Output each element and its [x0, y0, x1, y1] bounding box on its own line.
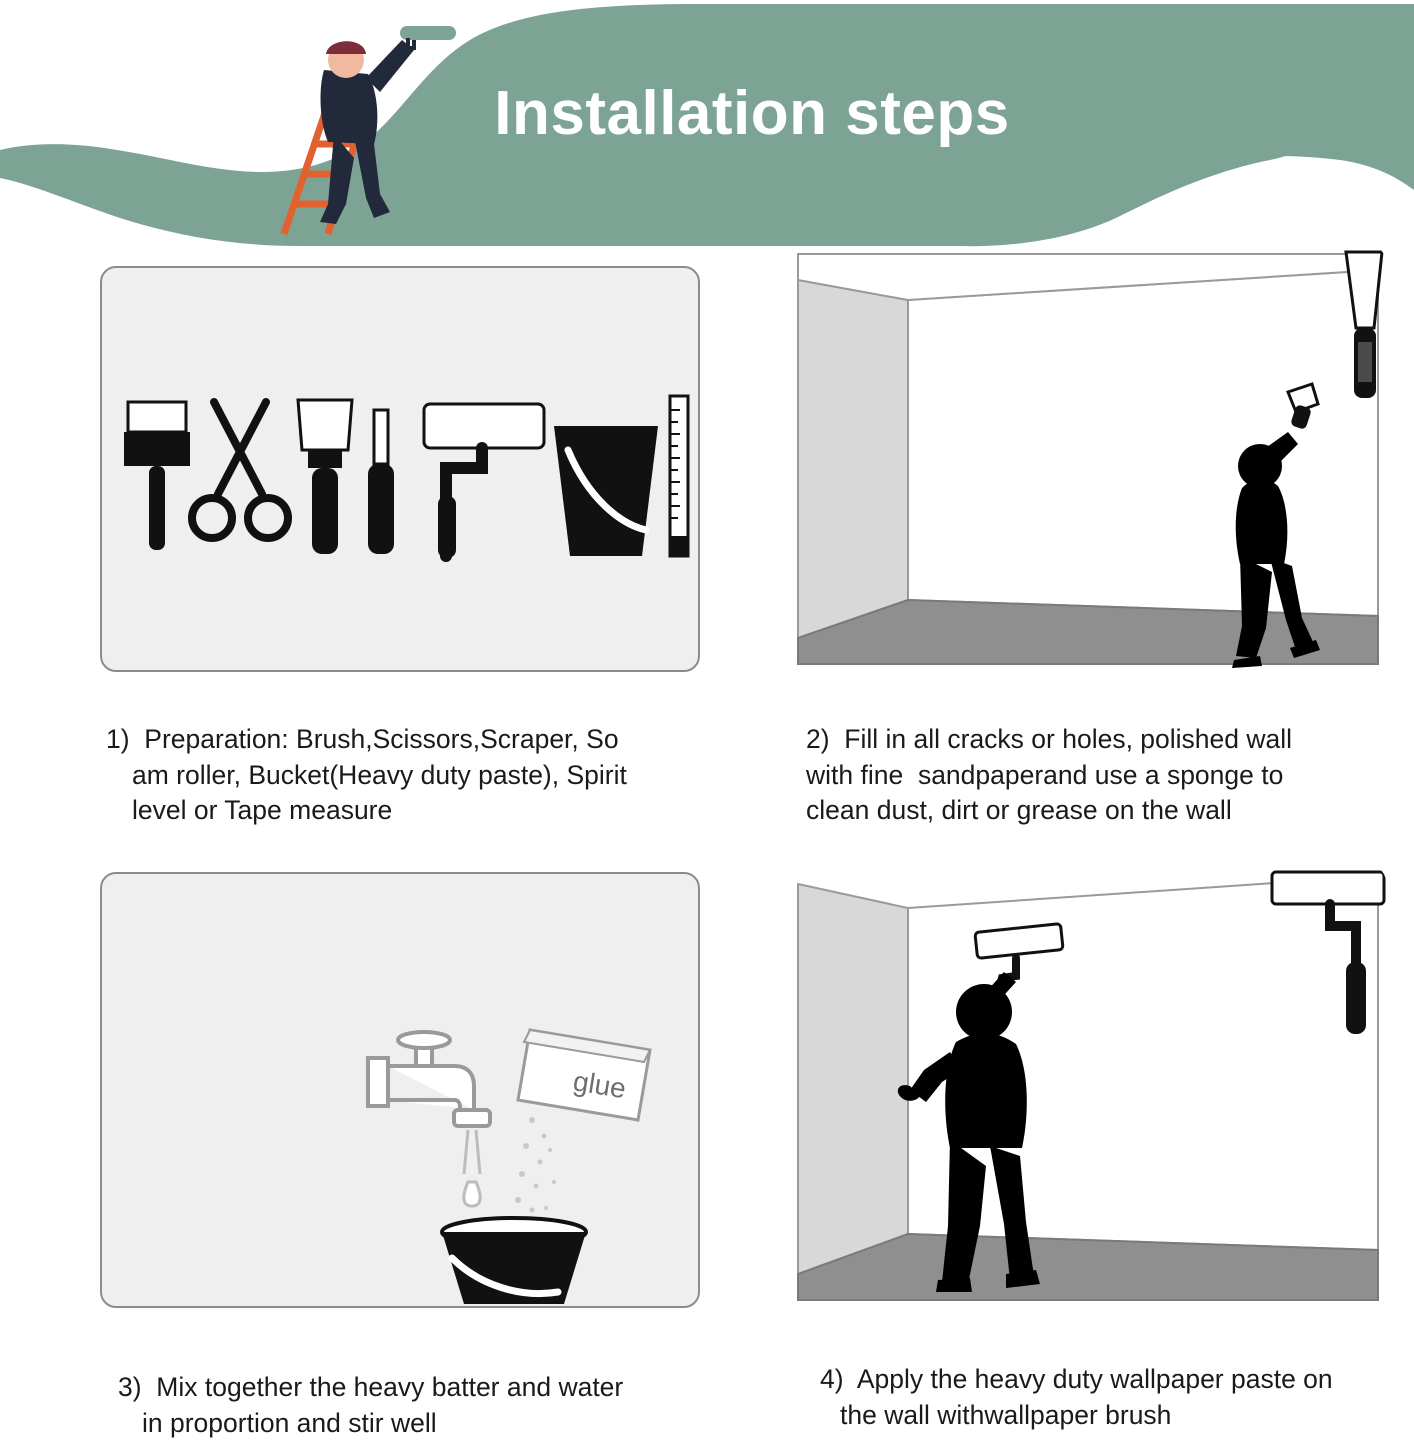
- brush-icon: [124, 402, 190, 550]
- step-4-caption: [820, 1362, 1414, 1433]
- header-banner: [0, 0, 1414, 260]
- step-3-caption-line-2: in proportion and stir well: [118, 1406, 718, 1441]
- step-3-caption: [118, 1370, 718, 1441]
- glue-packet-icon: [518, 1030, 650, 1120]
- mixing-glue-and-water-illustration: [102, 874, 698, 1306]
- tools-row-illustration: [102, 268, 698, 670]
- step-1-caption-line-3: level or Tape measure: [106, 793, 706, 829]
- utility-knife-icon: [368, 410, 394, 554]
- step-2-caption: [806, 722, 1406, 829]
- step-4-caption-line-2: the wall withwallpaper brush: [820, 1398, 1414, 1434]
- faucet-icon: [368, 1032, 490, 1126]
- step-1-caption: [106, 722, 706, 829]
- scissors-icon: [192, 402, 288, 538]
- step-2-caption-line-3: clean dust, dirt or grease on the wall: [806, 793, 1406, 829]
- step-2-caption-line-1: 2) Fill in all cracks or holes, polished wall: [806, 722, 1406, 758]
- step-1-caption-line-2: am roller, Bucket(Heavy duty paste), Spirit: [106, 758, 706, 794]
- water-drip: [464, 1130, 480, 1206]
- scraper-icon: [298, 400, 352, 554]
- paint-roller-icon: [424, 404, 544, 558]
- person-rolling-paste-illustration: [790, 866, 1386, 1304]
- step-1-caption-line-1: 1) Preparation: Brush,Scissors,Scraper, So: [106, 722, 706, 758]
- bucket-icon: [442, 1218, 586, 1304]
- step-2-illustration: [790, 246, 1386, 668]
- step-4-caption-line-1: 4) Apply the heavy duty wallpaper paste on: [820, 1362, 1414, 1398]
- step-2-caption-line-2: with fine sandpaperand use a sponge to: [806, 758, 1406, 794]
- spirit-level-icon: [670, 396, 688, 556]
- page-title: Installation steps: [0, 78, 1414, 149]
- bucket-icon: [554, 426, 658, 556]
- step-3-illustration: [100, 872, 700, 1308]
- person-scraping-wall-illustration: [790, 246, 1386, 668]
- powder-stream: [511, 1117, 556, 1233]
- step-4-illustration: [790, 866, 1386, 1304]
- step-3-caption-line-1: 3) Mix together the heavy batter and water: [118, 1370, 718, 1406]
- glue-label: glue: [571, 1065, 628, 1104]
- step-1-illustration: [100, 266, 700, 672]
